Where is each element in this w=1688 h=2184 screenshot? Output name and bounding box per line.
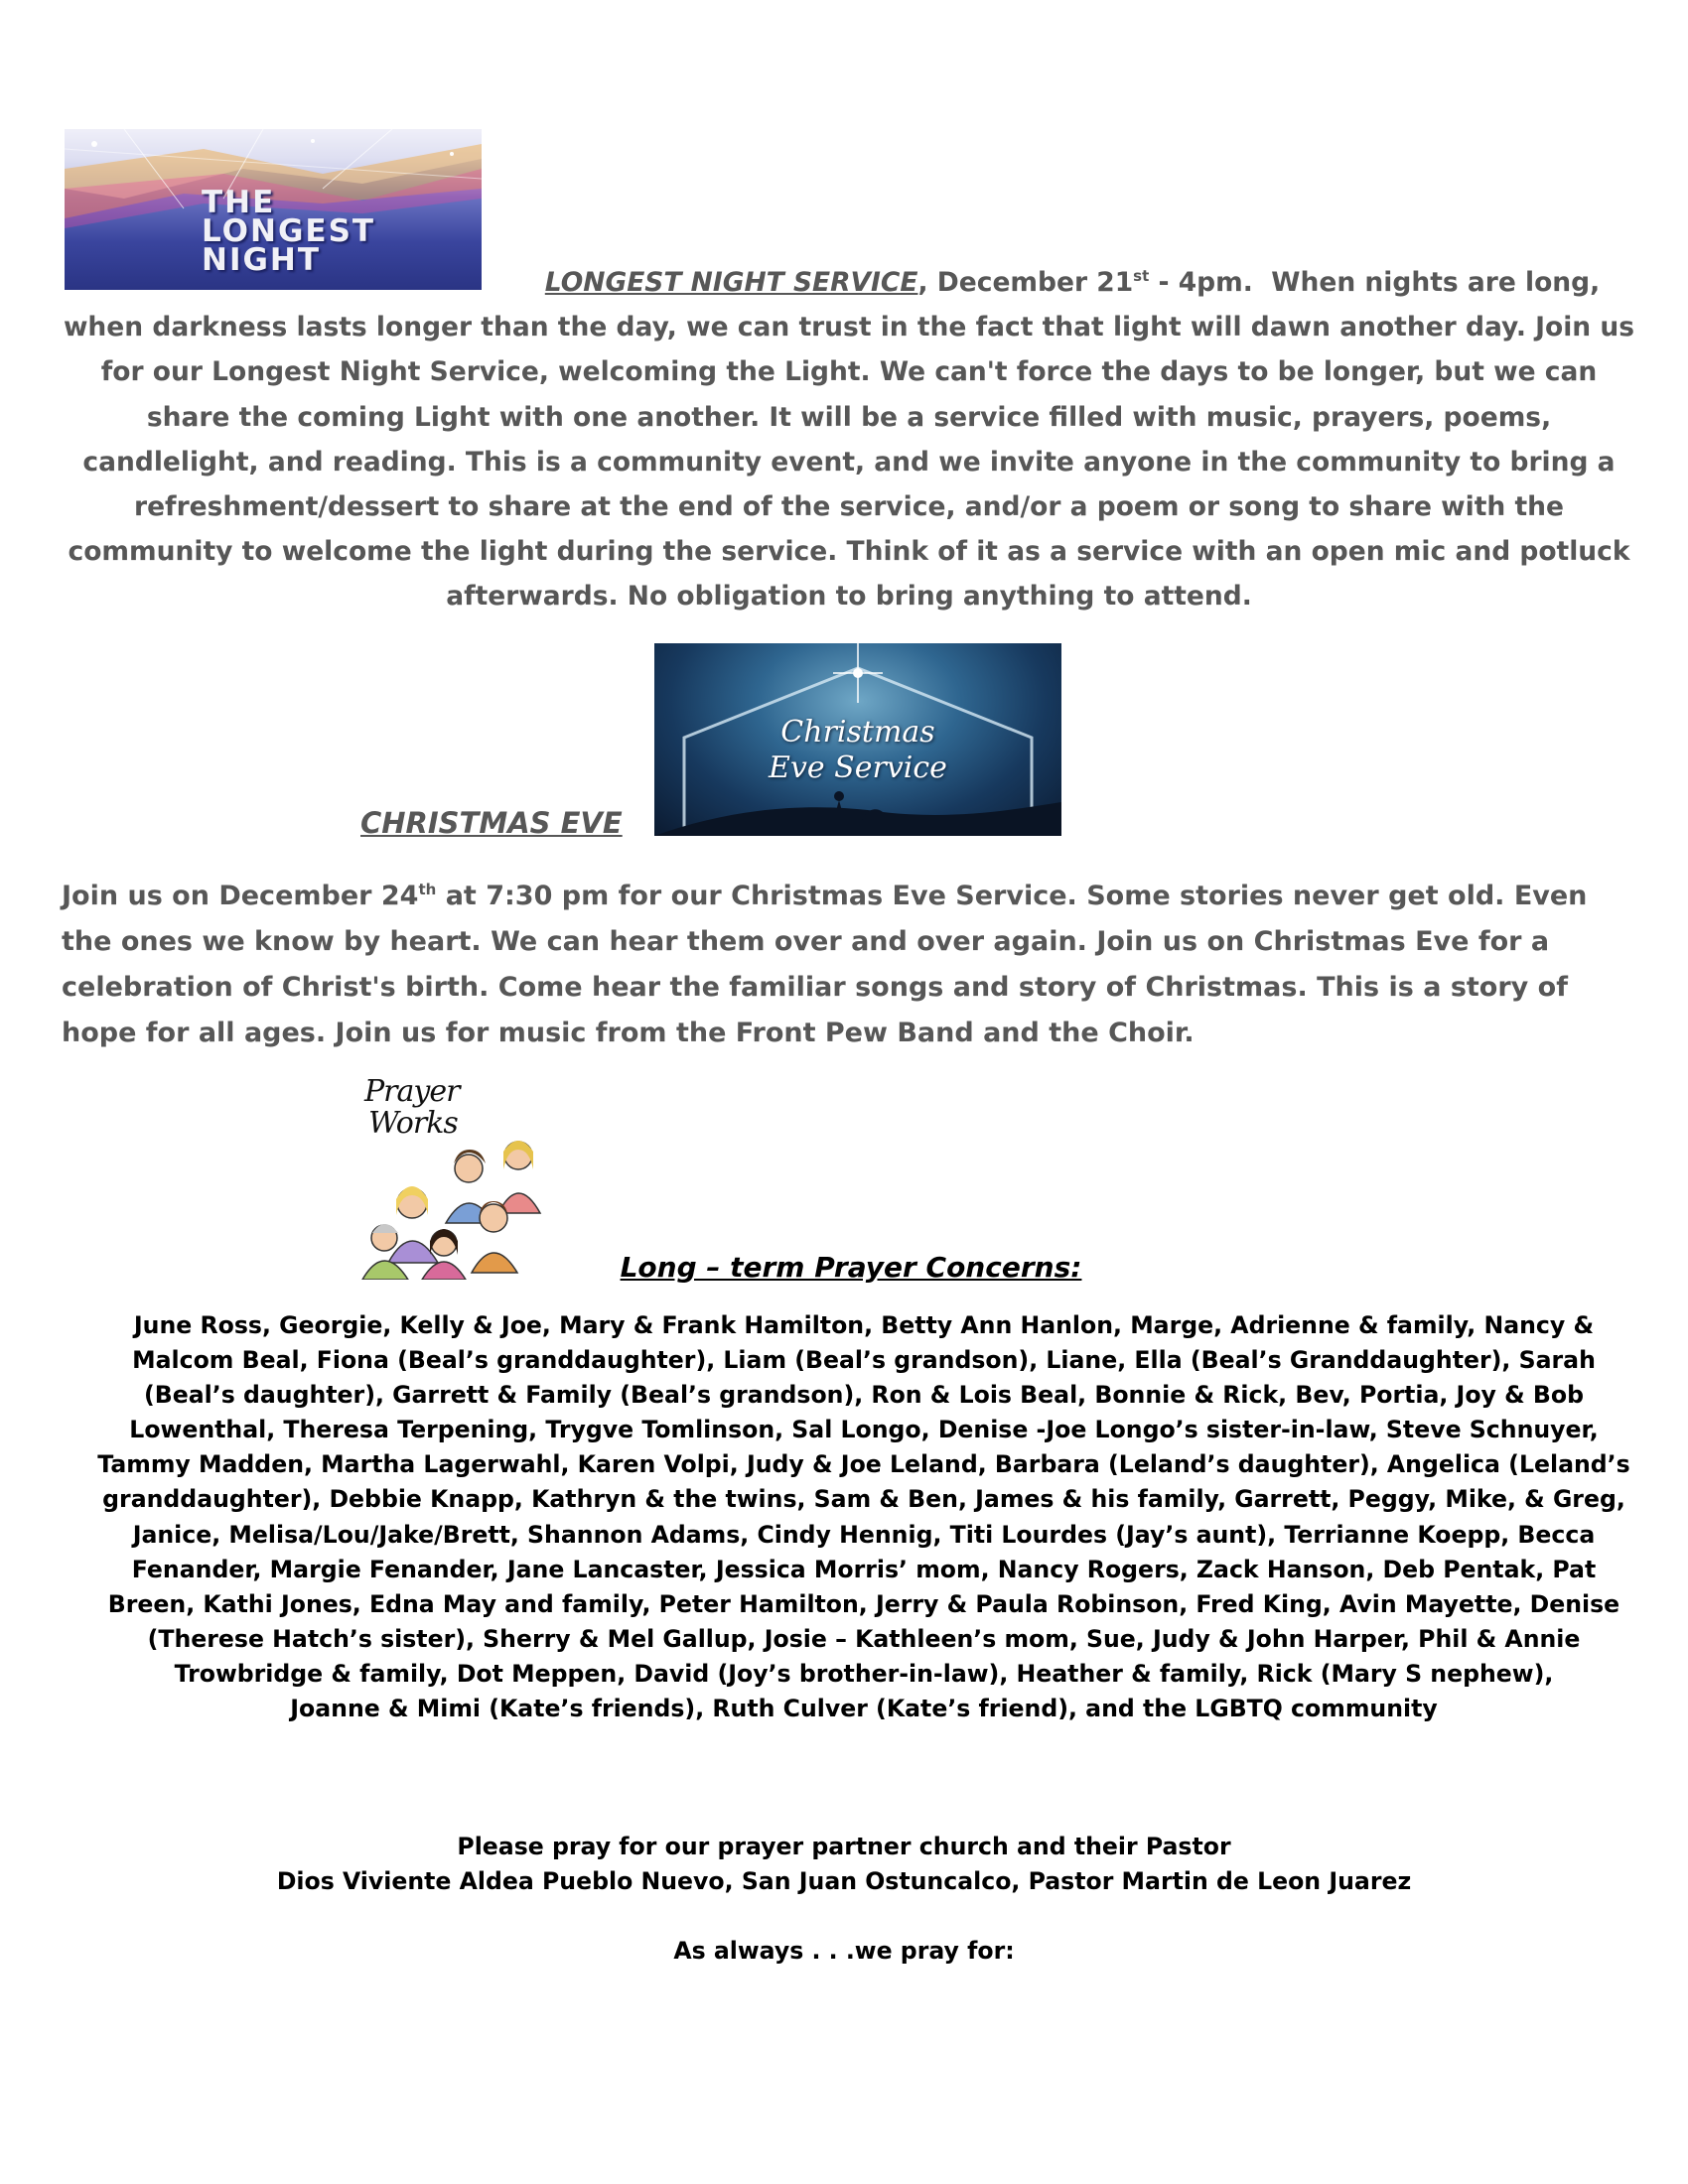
- longest-night-date-suffix: st: [1133, 267, 1150, 286]
- christmas-eve-heading: CHRISTMAS EVE: [360, 806, 623, 840]
- christmas-eve-paragraph: [62, 874, 1640, 1056]
- christmas-image-text-line-1: Christmas: [780, 715, 935, 750]
- prayer-partner-section: [0, 1830, 1688, 1899]
- longest-night-date-time: - 4pm.: [1149, 267, 1253, 298]
- banner-line-2: LONGEST: [202, 213, 376, 249]
- prayer-concerns-names-last: Joanne & Mimi (Kate’s friends), Ruth Culver (Kate’s friend), and the LGBTQ community: [290, 1695, 1438, 1723]
- christmas-eve-service-image: [654, 643, 1061, 836]
- christmas-eve-body: at 7:30 pm for our Christmas Eve Service. Some stories never get old. Even the ones we know by heart. We can hear them over and over again. Join us on Christmas Eve for a celebration of Christ's birth. Come hear the familiar songs and story of Christmas. This is a story of hope for all ages. Join us for music from the Front Pew Band and the Choir.: [62, 881, 1588, 1048]
- prayer-works-clipart: [354, 1074, 555, 1280]
- christmas-image-text-line-2: Eve Service: [769, 751, 947, 785]
- praying-people-graphic: [354, 1074, 555, 1280]
- longest-night-paragraph: [60, 260, 1638, 619]
- banner-line-1: THE: [202, 185, 276, 220]
- as-always-line: As always . . .we pray for:: [673, 1937, 1015, 1965]
- prayer-partner-line-1: Please pray for our prayer partner church and their Pastor: [457, 1833, 1231, 1860]
- prayer-concerns-list: [89, 1308, 1638, 1726]
- banner-line-3: NIGHT: [202, 242, 322, 278]
- longest-night-date-prefix: , December 21: [917, 267, 1134, 298]
- prayer-works-line-1: Prayer: [364, 1074, 460, 1109]
- longest-night-heading: LONGEST NIGHT SERVICE: [544, 267, 918, 298]
- prayer-works-line-2: Works: [368, 1106, 458, 1141]
- longest-night-body: When nights are long, when darkness lasts longer than the day, we can trust in the fact that light will dawn another day. Join us for our Longest Night Service, welcoming the Light. We can't force the days to be longer, but we can share the coming Light with one another. It will be a service filled with music, prayers, poems, candlelight, and reading. This is a community event, and we invite anyone in the community to bring a refreshment/dessert to share at the end of the service, and/or a poem or song to share with the community to welcome the light during the service. Think of it as a service with an open mic and potluck afterwards. No obligation to bring anything to attend.: [63, 267, 1635, 613]
- christmas-eve-date-suffix: th: [418, 881, 437, 898]
- prayer-concerns-heading-row: [0, 1251, 1688, 1284]
- prayer-concerns-names: June Ross, Georgie, Kelly & Joe, Mary & Frank Hamilton, Betty Ann Hanlon, Marge, Adrienne & family, Nancy & Malcom Beal, Fiona (Beal’s granddaughter), Liam (Beal’s grandson), Liane, Ella (Beal’s Granddaughter), Sarah (Beal’s daughter), Garrett & Family (Beal’s grandson), Ron & Lois Beal, Bonnie & Rick, Bev, Portia, Joy & Bob Lowenthal, Theresa Terpening, Trygve Tomlinson, Sal Longo, Denise -Joe Longo’s sister-in-law, Steve Schnuyer, Tammy Madden, Martha Lagerwahl, Karen Volpi, Judy & Joe Leland, Barbara (Leland’s daughter), Angelica (Leland’s granddaughter), Debbie Knapp, Kathryn & the twins, Sam & Ben, James & his family, Garrett, Peggy, Mike, & Greg, Janice, Melisa/Lou/Jake/Brett, Shannon Adams, Cindy Hennig, Titi Lourdes (Jay’s aunt), Terrianne Koepp, Becca Fenander, Margie Fenander, Jane Lancaster, Jessica Morris’ mom, Nancy Rogers, Zack Hanson, Deb Pentak, Pat Breen, Kathi Jones, Edna May and family, Peter Hamilton, Jerry & Paula Robinson, Fred King, Avin Mayette, Denise (Therese Hatch’s sister), Sherry & Mel Gallup, Josie – Kathleen’s mom, Sue, Judy & John Harper, Phil & Annie Trowbridge & family, Dot Meppen, David (Joy’s brother-in-law), Heather & family, Rick (Mary S nephew),: [97, 1311, 1630, 1688]
- prayer-concerns-heading: Long – term Prayer Concerns:: [620, 1251, 1082, 1284]
- christmas-eve-body-prefix: Join us on December 24: [62, 881, 419, 911]
- prayer-partner-line-2: Dios Viviente Aldea Pueblo Nuevo, San Juan Ostuncalco, Pastor Martin de Leon Juarez: [276, 1867, 1412, 1895]
